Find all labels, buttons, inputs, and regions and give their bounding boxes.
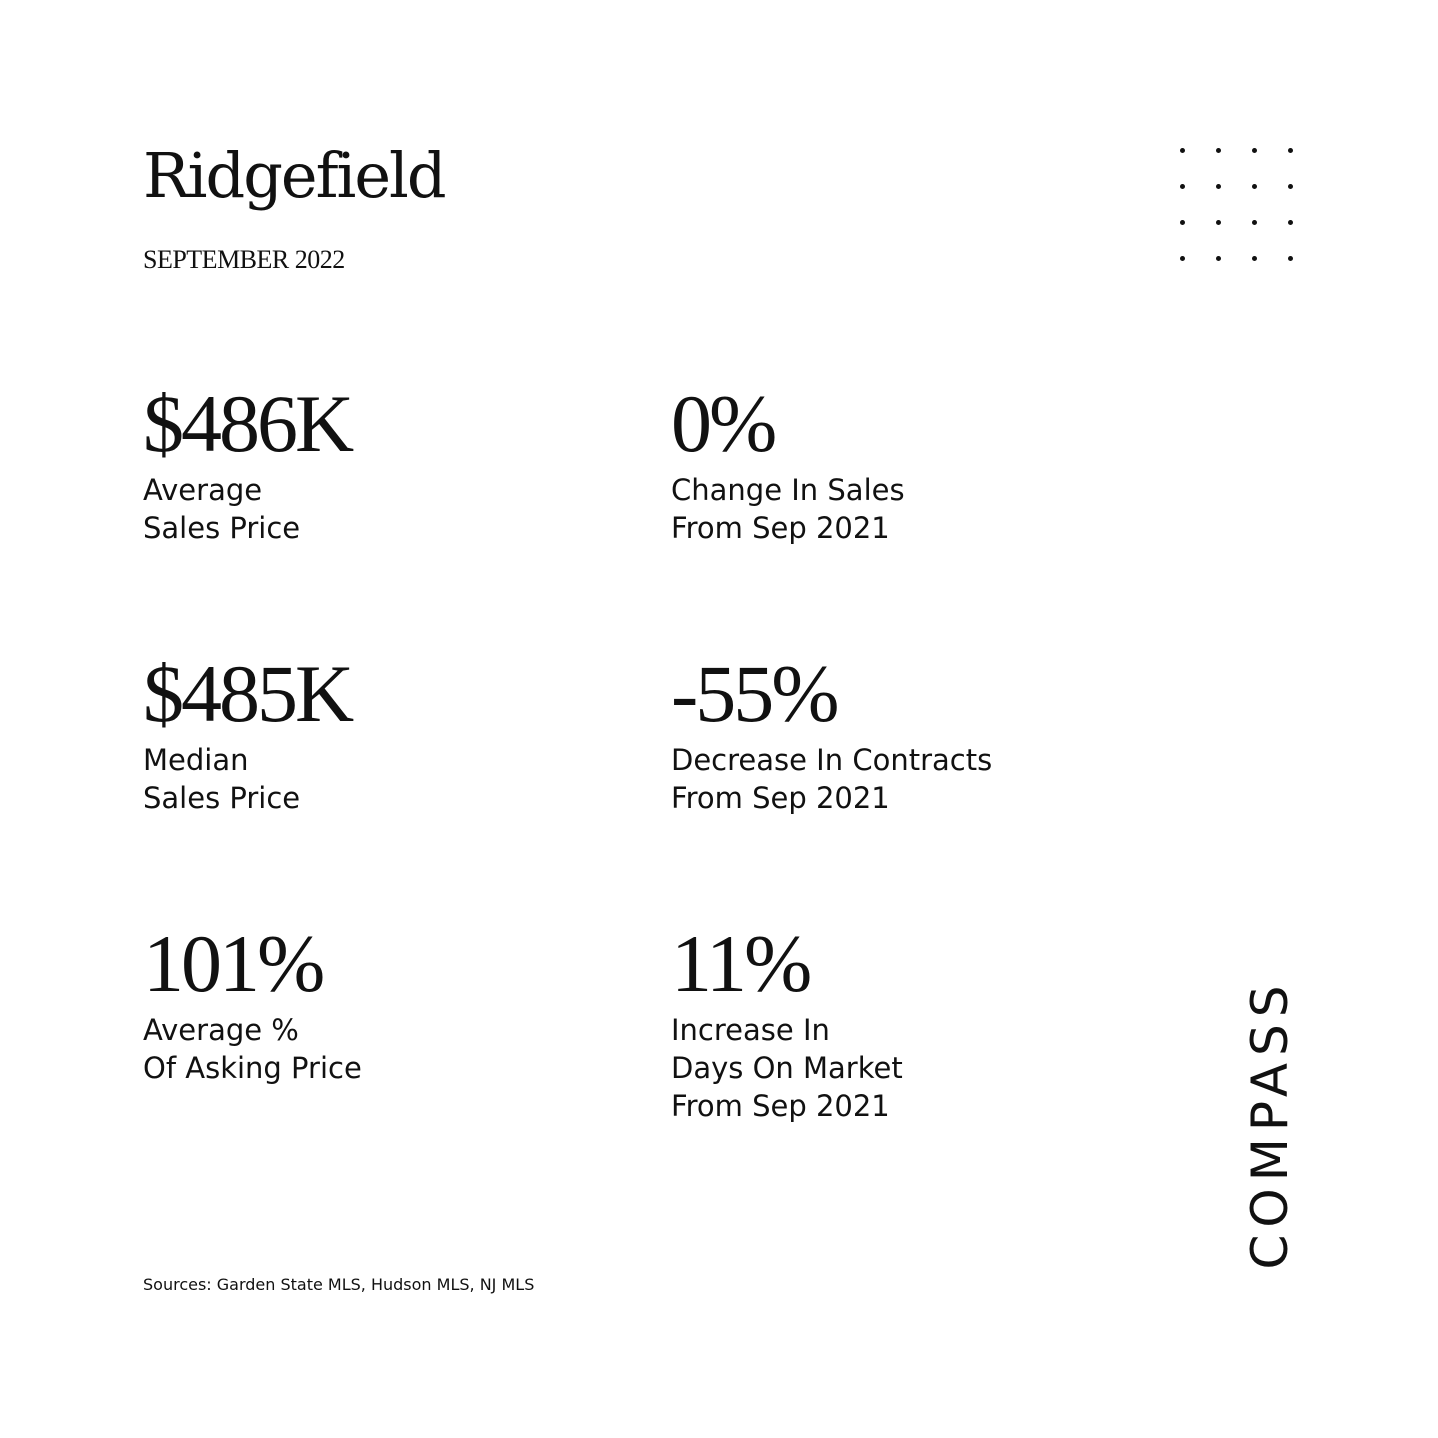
stat-average-sales-price: [143, 378, 643, 547]
stat-label-line: From Sep 2021: [671, 1089, 890, 1123]
stat-value: 0%: [671, 378, 775, 469]
grid-dot: [1180, 184, 1185, 189]
stat-label: [143, 1011, 643, 1087]
grid-dot: [1252, 220, 1257, 225]
grid-dot: [1252, 184, 1257, 189]
grid-dot: [1288, 184, 1293, 189]
grid-dot: [1216, 148, 1221, 153]
stat-label-line: Sales Price: [143, 781, 301, 815]
stat-label-line: Average %: [143, 1013, 299, 1047]
stat-value: -55%: [671, 648, 837, 739]
stat-value: $485K: [143, 648, 352, 739]
grid-dot: [1252, 256, 1257, 261]
grid-dot: [1180, 256, 1185, 261]
stat-label: [671, 741, 1171, 817]
stat-label-line: Median: [143, 743, 249, 777]
stat-value: 11%: [671, 918, 810, 1009]
stat-label-line: Of Asking Price: [143, 1051, 362, 1085]
stat-label-line: Increase In: [671, 1013, 830, 1047]
stat-label: [143, 471, 643, 547]
stat-label-line: Sales Price: [143, 511, 301, 545]
stat-value: $486K: [143, 378, 352, 469]
dot-grid-decoration: [1180, 148, 1296, 264]
grid-dot: [1288, 148, 1293, 153]
stat-days-on-market: [671, 918, 1171, 1125]
compass-logo: COMPASS: [1241, 978, 1299, 1270]
sources-note: Sources: Garden State MLS, Hudson MLS, NJ MLS: [143, 1275, 535, 1294]
stat-label-line: From Sep 2021: [671, 511, 890, 545]
stat-value: 101%: [143, 918, 323, 1009]
grid-dot: [1180, 148, 1185, 153]
stat-label: [671, 471, 1171, 547]
stat-decrease-in-contracts: [671, 648, 1171, 817]
grid-dot: [1216, 184, 1221, 189]
grid-dot: [1216, 256, 1221, 261]
stat-label-line: Average: [143, 473, 263, 507]
stat-label-line: Decrease In Contracts: [671, 743, 993, 777]
stat-label: [671, 1011, 1171, 1125]
stat-change-in-sales: [671, 378, 1171, 547]
stat-label-line: From Sep 2021: [671, 781, 890, 815]
stat-label-line: Days On Market: [671, 1051, 903, 1085]
stat-average-of-asking-price: [143, 918, 643, 1087]
grid-dot: [1288, 220, 1293, 225]
grid-dot: [1180, 220, 1185, 225]
report-period: SEPTEMBER 2022: [143, 245, 345, 274]
stat-label: [143, 741, 643, 817]
grid-dot: [1216, 220, 1221, 225]
grid-dot: [1252, 148, 1257, 153]
grid-dot: [1288, 256, 1293, 261]
stat-median-sales-price: [143, 648, 643, 817]
stat-label-line: Change In Sales: [671, 473, 905, 507]
page-title: Ridgefield: [143, 139, 445, 212]
